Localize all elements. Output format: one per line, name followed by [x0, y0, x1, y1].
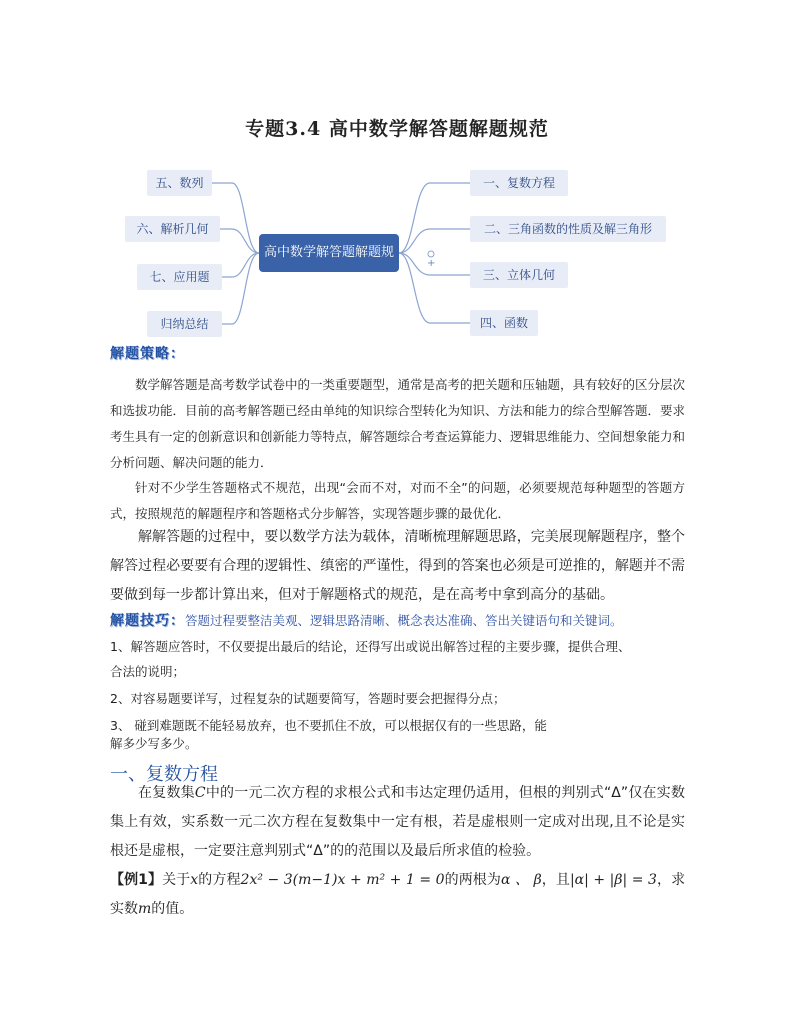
expand-icon[interactable]: +: [427, 258, 436, 269]
section1-symbol-c: C: [194, 785, 206, 801]
mindmap-node-function[interactable]: 四、函数: [470, 310, 538, 336]
mindmap-connectors: [0, 0, 794, 340]
connector-left-2: [220, 229, 259, 253]
mindmap-center-node[interactable]: 高中数学解答题解题规范: [259, 234, 399, 272]
example-label: 【例1】: [110, 872, 163, 888]
example-roots: α 、 β: [500, 872, 542, 888]
mindmap-node-application[interactable]: 七、应用题: [137, 264, 222, 290]
mindmap-node-solid-geometry[interactable]: 三、立体几何: [470, 262, 568, 288]
section-title-complex-equation: 一、复数方程: [110, 764, 218, 785]
skills-item-1b: 合法的说明；: [110, 664, 186, 679]
mindmap-node-sequence[interactable]: 五、数列: [147, 170, 212, 196]
collapse-dot: [428, 251, 434, 257]
connector-left-4: [222, 253, 259, 324]
connector-left-3: [222, 253, 259, 277]
mindmap-node-trigonometry[interactable]: 二、三角函数的性质及解三角形: [470, 216, 666, 242]
example-var-x: x: [190, 872, 199, 888]
example-equation: 2x² − 3(m−1)x + m² + 1 = 0: [240, 872, 445, 888]
skills-item-3b: 解多少写多少。: [110, 736, 198, 751]
example-text-b: 的方程: [198, 872, 241, 888]
mindmap-node-complex-equation[interactable]: 一、复数方程: [470, 170, 568, 196]
skills-summary: 答题过程要整洁美观、逻辑思路清晰、概念表达准确、答出关键语句和关键词。: [185, 613, 623, 628]
strategy-paragraph-2: 针对不少学生答题格式不规范，出现“会而不对，对而不全”的问题，必须要规范每种题型的答题方式，按照规范的解题程序和答题格式分步解答，实现答题步骤的最优化．: [110, 480, 685, 521]
skills-line: [110, 610, 623, 630]
example-condition: |α| + |β| = 3: [569, 872, 657, 888]
section1-paragraph: [110, 779, 685, 866]
example-text-a: 关于: [162, 872, 191, 888]
skills-heading: 解题技巧：: [110, 613, 185, 629]
strategy-paragraph-1: 数学解答题是高考数学试卷中的一类重要题型，通常是高考的把关题和压轴题，具有较好的区分层次和选拔功能．目前的高考解答题已经由单纯的知识综合型转化为知识、方法和能力的综合型解答题．要求考生具有一定的创新意识和创新能力等特点，解答题综合考查运算能力、逻辑思维能力、空间想象能力和分析问题、解决问题的能力．: [110, 377, 686, 470]
mindmap-node-summary[interactable]: 归纳总结: [147, 311, 222, 337]
connector-right-2: [399, 229, 470, 253]
strategy-heading: 解题策略：: [110, 346, 185, 362]
section1-text-b: 中的一元二次方程的求根公式和韦达定理仍适用，但根的判别式“Δ”仅在实数集上有效，实系数一元二次方程在复数集中一定有根，若是虚根则一定成对出现,且不论是实根还是虚根，一定要注意判别式“Δ”的的范围以及最后所求值的检验。: [110, 785, 685, 859]
example-1: [110, 866, 685, 924]
example-var-m: m: [138, 901, 152, 917]
connector-right-1: [399, 183, 470, 253]
section1-text-a: 在复数集: [138, 785, 195, 801]
example-text-c: 的两根为: [444, 872, 501, 888]
skills-item-1a: 1、解答题应答时，不仅要提出最后的结论，还得写出或说出解答过程的主要步骤，提供合理、: [110, 639, 631, 654]
example-text-d: ，且: [541, 872, 570, 888]
skills-item-3a: 3、 碰到难题既不能轻易放弃，也不要抓住不放，可以根据仅有的一些思路，能: [110, 718, 547, 733]
strategy-paragraph-3: 解解答题的过程中，要以数学方法为载体，清晰梳理解题思路，完美展现解题程序，整个解答过程必要要有合理的逻辑性、缜密的严谨性，得到的答案也必须是可逆推的，解题并不需要做到每一步都计算出来，但对于解题格式的规范，是在高考中拿到高分的基础。: [110, 529, 685, 603]
page-title: 专题3.4 高中数学解答题解题规范: [245, 118, 549, 140]
example-text-f: 的值。: [151, 901, 194, 917]
mindmap-node-analytic-geometry[interactable]: 六、解析几何: [125, 216, 220, 242]
example-text-e: ，求实数: [110, 872, 686, 917]
skills-item-2: 2、对容易题要详写，过程复杂的试题要简写，答题时要会把握得分点；: [110, 691, 506, 706]
